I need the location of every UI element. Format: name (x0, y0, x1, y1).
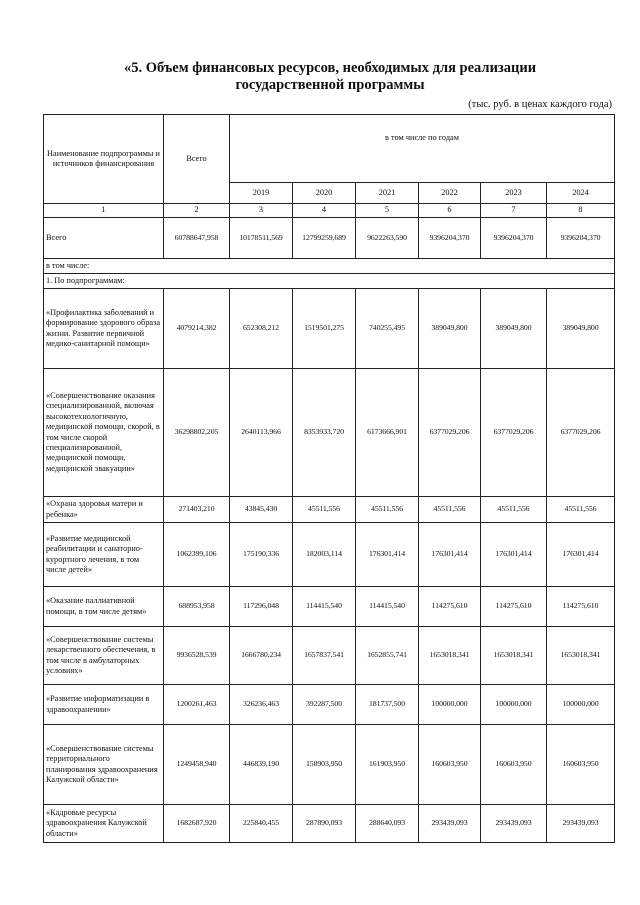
subprogram-value: 1200261,463 (164, 685, 230, 725)
table-row (44, 685, 615, 725)
subprogram-value: 1657837,541 (293, 627, 356, 685)
subprogram-value: 293439,093 (419, 805, 481, 843)
column-numbers-row (44, 204, 615, 218)
section-label: 1. По подпрограммам: (44, 274, 615, 289)
total-label: Всего (44, 218, 164, 259)
header-year: 2024 (547, 183, 615, 204)
subprogram-value: 271403,210 (164, 497, 230, 523)
subprogram-value: 45511,556 (293, 497, 356, 523)
subprogram-value: 1653018,341 (547, 627, 615, 685)
subprogram-value: 8353933,720 (293, 369, 356, 497)
subprogram-value: 1653018,341 (481, 627, 547, 685)
document-title-line-2: государственной программы (235, 77, 425, 93)
subprogram-value: 114275,610 (419, 587, 481, 627)
subprogram-value: 392287,500 (293, 685, 356, 725)
subprogram-value: 1682687,920 (164, 805, 230, 843)
header-year: 2022 (419, 183, 481, 204)
header-year: 2019 (230, 183, 293, 204)
table-row (44, 369, 615, 497)
subprogram-value: 6377029,206 (547, 369, 615, 497)
subprogram-value: 1652855,741 (356, 627, 419, 685)
column-number: 2 (164, 204, 230, 218)
table-row (44, 725, 615, 805)
financial-resources-table (43, 114, 615, 843)
units-note: (тыс. руб. в ценах каждого года) (468, 99, 612, 110)
total-value: 9622263,590 (356, 218, 419, 259)
subprogram-value: 1062399,106 (164, 523, 230, 587)
subprogram-label: «Совершенствование системы лекарственного обеспечения, в том числе в амбулаторных условиях» (44, 627, 164, 685)
column-number: 1 (44, 204, 164, 218)
subprogram-label: «Оказание паллиативной помощи, в том числе детям» (44, 587, 164, 627)
subprogram-label: «Совершенствование системы территориального планирования здравоохранения Калужской области» (44, 725, 164, 805)
table-row (44, 587, 615, 627)
subprogram-value: 389049,800 (481, 289, 547, 369)
column-number: 7 (481, 204, 547, 218)
header-year: 2023 (481, 183, 547, 204)
total-value: 12799259,689 (293, 218, 356, 259)
subprogram-value: 176301,414 (419, 523, 481, 587)
subprogram-value: 389049,800 (419, 289, 481, 369)
header-year: 2021 (356, 183, 419, 204)
subprogram-value: 6377029,206 (419, 369, 481, 497)
subprogram-value: 114415,540 (293, 587, 356, 627)
subprogram-value: 1653018,341 (419, 627, 481, 685)
column-number: 3 (230, 204, 293, 218)
subprogram-label: «Кадровые ресурсы здравоохранения Калужской области» (44, 805, 164, 843)
subprogram-value: 160603,950 (419, 725, 481, 805)
header-name: Наименование подпрограммы и источников финансирования (44, 115, 164, 204)
subprogram-value: 100000,000 (481, 685, 547, 725)
subprogram-value: 114275,610 (481, 587, 547, 627)
subprogram-value: 176301,414 (481, 523, 547, 587)
including-row (44, 259, 615, 274)
subprogram-label: «Совершенствование оказания специализированной, включая высокотехнологичную, медицинской помощи, скорой, в том числе скорой специализированной, медицинской помощи, медицинской эвакуации» (44, 369, 164, 497)
subprogram-value: 446839,190 (230, 725, 293, 805)
subprogram-value: 114415,540 (356, 587, 419, 627)
subprogram-label: «Профилактика заболеваний и формирование здорового образа жизни. Развитие первичной медико-санитарной помощи» (44, 289, 164, 369)
table-row (44, 805, 615, 843)
subprogram-value: 161903,950 (356, 725, 419, 805)
subprogram-value: 293439,093 (547, 805, 615, 843)
subprogram-value: 740255,495 (356, 289, 419, 369)
subprogram-value: 100000,000 (419, 685, 481, 725)
subprogram-value: 160603,950 (481, 725, 547, 805)
column-number: 6 (419, 204, 481, 218)
subprogram-value: 160603,950 (547, 725, 615, 805)
subprogram-value: 1249458,940 (164, 725, 230, 805)
subprogram-value: 9936528,539 (164, 627, 230, 685)
subprogram-label: «Развитие информатизации в здравоохранении» (44, 685, 164, 725)
subprogram-value: 181737,500 (356, 685, 419, 725)
header-year: 2020 (293, 183, 356, 204)
subprogram-label: «Развитие медицинской реабилитации и санаторно-курортного лечения, в том числе детей» (44, 523, 164, 587)
subprogram-value: 45511,556 (481, 497, 547, 523)
subprogram-value: 182003,114 (293, 523, 356, 587)
subprogram-value: 36298802,205 (164, 369, 230, 497)
document-title (95, 60, 565, 94)
subprogram-value: 158903,950 (293, 725, 356, 805)
subprogram-value: 1666780,234 (230, 627, 293, 685)
table-row (44, 627, 615, 685)
subprogram-value: 43845,430 (230, 497, 293, 523)
subprogram-value: 326236,463 (230, 685, 293, 725)
subprogram-value: 45511,556 (356, 497, 419, 523)
column-number: 8 (547, 204, 615, 218)
subprogram-value: 389049,800 (547, 289, 615, 369)
subprogram-value: 288640,093 (356, 805, 419, 843)
total-value: 9396204,370 (547, 218, 615, 259)
subprogram-value: 1519501,275 (293, 289, 356, 369)
table-row (44, 289, 615, 369)
subprogram-value: 45511,556 (547, 497, 615, 523)
section-row (44, 274, 615, 289)
total-value: 60788647,958 (164, 218, 230, 259)
subprogram-value: 2640113,966 (230, 369, 293, 497)
column-number: 4 (293, 204, 356, 218)
subprogram-value: 4079214,382 (164, 289, 230, 369)
subprogram-value: 652308,212 (230, 289, 293, 369)
header-by-years: в том числе по годам (230, 115, 615, 183)
subprogram-value: 225840,455 (230, 805, 293, 843)
subprogram-label: «Охрана здоровья матери и ребенка» (44, 497, 164, 523)
total-value: 9396204,370 (481, 218, 547, 259)
subprogram-value: 293439,093 (481, 805, 547, 843)
subprogram-value: 175190,336 (230, 523, 293, 587)
subprogram-value: 6377029,206 (481, 369, 547, 497)
subprogram-value: 287890,093 (293, 805, 356, 843)
total-value: 10178511,569 (230, 218, 293, 259)
document-title-line-1: «5. Объем финансовых ресурсов, необходимых для реализации (123, 60, 537, 76)
subprogram-value: 176301,414 (547, 523, 615, 587)
header-total: Всего (164, 115, 230, 204)
table-row (44, 523, 615, 587)
column-number: 5 (356, 204, 419, 218)
subprogram-value: 45511,556 (419, 497, 481, 523)
total-value: 9396204,370 (419, 218, 481, 259)
including-label: в том числе: (44, 259, 615, 274)
subprogram-value: 6173666,901 (356, 369, 419, 497)
subprogram-value: 176301,414 (356, 523, 419, 587)
table-body (44, 204, 615, 843)
total-row (44, 218, 615, 259)
subprogram-value: 117296,048 (230, 587, 293, 627)
subprogram-value: 688953,958 (164, 587, 230, 627)
subprogram-value: 114275,610 (547, 587, 615, 627)
table-row (44, 497, 615, 523)
subprogram-value: 100000,000 (547, 685, 615, 725)
